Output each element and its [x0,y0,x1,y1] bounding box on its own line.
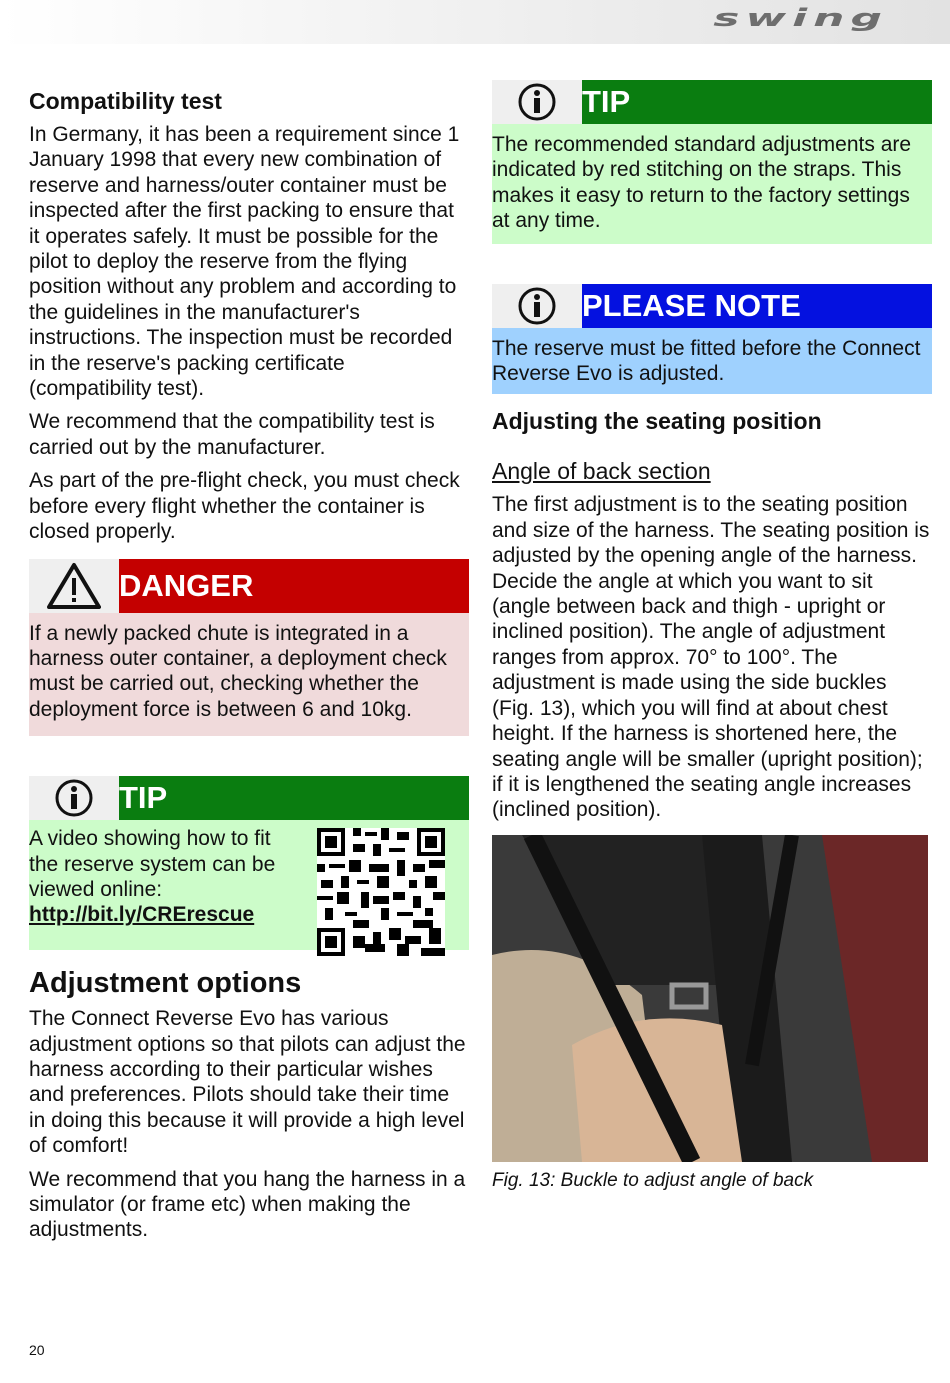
tip-stitching-title: TIP [582,80,932,124]
page-number: 20 [29,1342,45,1358]
adjust-paragraph-1: The Connect Reverse Evo has various adjustment options so that pilots can adjust the harness according to their particular wishes and preferences. Pilots should take their time in doing this because it will provide a high level of comfort! [29,1007,466,1158]
figure-caption: Fig. 13: Buckle to adjust angle of back [492,1169,814,1191]
please-note-box [492,284,932,395]
right-column [492,80,932,1192]
swing-logo: swing [713,4,888,33]
angle-subheading: Angle of back section [492,458,711,485]
danger-title: DANGER [119,559,469,613]
info-icon [492,284,582,328]
angle-paragraph: The first adjustment is to the seating position and size of the harness. The seating position is adjusted by the opening angle of the harness. Decide the angle at which you want to sit (angle between back and thigh - upright or inclined position). The angle of adjustment ranges from approx. 70° to 100°. The adjustment is made using the side buckles (Fig. 13), which you will find at about chest height. If the harness is shortened here, the seating angle will be smaller (upright position); if it is lengthened the seating angle increases (inclined position). [492,493,930,822]
tip-video-title: TIP [119,776,469,820]
buckle-photo [492,835,928,1162]
qr-code[interactable] [317,828,445,956]
warning-triangle-icon [29,559,119,613]
please-note-text: The reserve must be fitted before the Connect Reverse Evo is adjusted. [492,328,932,395]
compatibility-heading: Compatibility test [29,88,222,114]
adjustment-heading: Adjustment options [29,967,302,1000]
left-column [29,86,469,1251]
compat-paragraph-1: In Germany, it has been a requirement since 1 January 1998 that every new combination of reserve and harness/outer container must be inspected after the first packing to ensure that it operates safely. It must be possible for the pilot to deploy the reserve from the flying position without any problem and according to the guidelines in the manufacturer's instructions. The inspection must be recorded in the reserve's packing certificate (compatibility test). [29,123,460,401]
seating-heading: Adjusting the seating position [492,408,822,435]
please-note-title: PLEASE NOTE [582,284,932,328]
danger-text: If a newly packed chute is integrated in a harness outer container, a deployment check must be carried out, checking whether the deployment force is between 6 and 10kg. [29,613,469,737]
info-icon [29,776,119,820]
compat-paragraph-2: We recommend that the compatibility test is carried out by the manufacturer. [29,410,435,459]
tip-video-box [29,776,469,950]
tip-stitching-text: The recommended standard adjustments are indicated by red stitching on the straps. This makes it easy to return to the factory settings at any time. [492,124,932,244]
info-icon [492,80,582,124]
adjust-paragraph-2: We recommend that you hang the harness in a simulator (or frame etc) when making the adjustments. [29,1167,466,1242]
video-link[interactable]: http://bit.ly/CRErescue [29,903,255,927]
compat-paragraph-3: As part of the pre-flight check, you must check before every flight whether the container is closed properly. [29,469,460,544]
tip-stitching-box [492,80,932,244]
danger-box [29,559,469,737]
tip-video-text: A video showing how to fit the reserve system can be viewed online: [29,827,276,901]
